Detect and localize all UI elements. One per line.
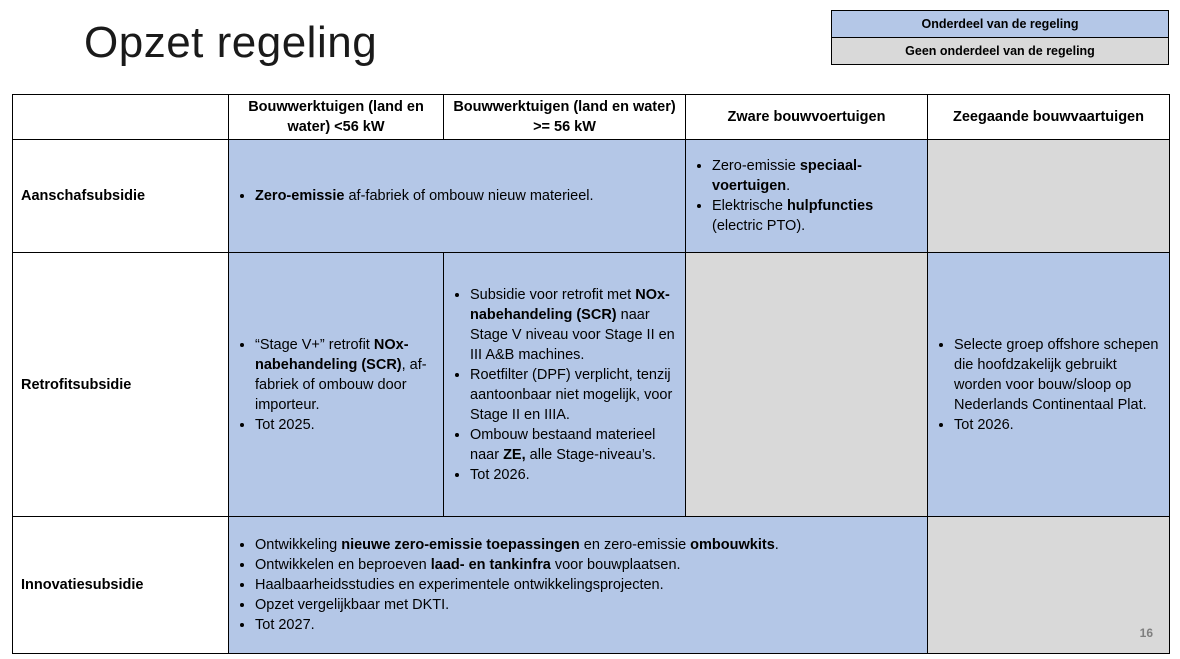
table-row bbox=[13, 517, 1170, 654]
table-header-row bbox=[13, 95, 1170, 140]
cell-innovatie bbox=[229, 517, 928, 654]
cell-innovatie-vaartuigen bbox=[928, 517, 1170, 654]
table-row bbox=[13, 253, 1170, 517]
legend-excluded: Geen onderdeel van de regeling bbox=[832, 38, 1169, 65]
list-item: • Opzet vergelijkbaar met DKTI. bbox=[255, 595, 919, 615]
header-zware-bouwvoertuigen: Zware bouwvoertuigen bbox=[686, 95, 928, 140]
cell-retrofit-voertuigen bbox=[686, 253, 928, 517]
list-item: • Elektrische hulpfuncties (electric PTO). bbox=[712, 196, 919, 236]
list-item: • Tot 2027. bbox=[255, 615, 919, 635]
header-bouwwerktuigen-groot: Bouwwerktuigen (land en water) >= 56 kW bbox=[444, 95, 686, 140]
list-item: • Zero-emissie speciaal-voertuigen. bbox=[712, 156, 919, 196]
table-row bbox=[13, 140, 1170, 253]
cell-aanschaf-vaartuigen bbox=[928, 140, 1170, 253]
cell-aanschaf-bouwwerktuigen bbox=[229, 140, 686, 253]
list-item: • Zero-emissie af-fabriek of ombouw nieuw materieel. bbox=[255, 186, 677, 206]
bullet-list bbox=[233, 535, 919, 635]
list-item: • Selecte groep offshore schepen die hoofdzakelijk gebruikt worden voor bouw/sloop op Nederlands Continentaal Plat. bbox=[954, 335, 1161, 415]
legend-included: Onderdeel van de regeling bbox=[832, 11, 1169, 38]
list-item: • Haalbaarheidsstudies en experimentele ontwikkelingsprojecten. bbox=[255, 575, 919, 595]
cell-retrofit-groot bbox=[444, 253, 686, 517]
regeling-table bbox=[12, 94, 1170, 654]
list-item: • Ombouw bestaand materieel naar ZE, alle Stage-niveau’s. bbox=[470, 425, 677, 465]
bullet-list bbox=[233, 186, 677, 206]
page-title: Opzet regeling bbox=[84, 18, 378, 67]
header-zeegaande-bouwvaartuigen: Zeegaande bouwvaartuigen bbox=[928, 95, 1170, 140]
list-item: • Subsidie voor retrofit met NOx-nabehandeling (SCR) naar Stage V niveau voor Stage II en III A&B machines. bbox=[470, 285, 677, 365]
list-item: • Ontwikkeling nieuwe zero-emissie toepassingen en zero-emissie ombouwkits. bbox=[255, 535, 919, 555]
bullet-list bbox=[233, 335, 435, 435]
bullet-list bbox=[932, 335, 1161, 435]
cell-retrofit-vaartuigen bbox=[928, 253, 1170, 517]
bullet-list bbox=[448, 285, 677, 485]
list-item: • Tot 2026. bbox=[954, 415, 1161, 435]
legend bbox=[831, 10, 1169, 65]
header-bouwwerktuigen-klein: Bouwwerktuigen (land en water) <56 kW bbox=[229, 95, 444, 140]
list-item: • “Stage V+” retrofit NOx-nabehandeling (SCR), af-fabriek of ombouw door importeur. bbox=[255, 335, 435, 415]
row-label-aanschaf: Aanschafsubsidie bbox=[13, 140, 229, 253]
list-item: • Tot 2026. bbox=[470, 465, 677, 485]
list-item: • Tot 2025. bbox=[255, 415, 435, 435]
header-empty bbox=[13, 95, 229, 140]
cell-aanschaf-voertuigen bbox=[686, 140, 928, 253]
list-item: • Roetfilter (DPF) verplicht, tenzij aantoonbaar niet mogelijk, voor Stage II en IIIA. bbox=[470, 365, 677, 425]
row-label-innovatie: Innovatiesubsidie bbox=[13, 517, 229, 654]
row-label-retrofit: Retrofitsubsidie bbox=[13, 253, 229, 517]
list-item: • Ontwikkelen en beproeven laad- en tankinfra voor bouwplaatsen. bbox=[255, 555, 919, 575]
cell-retrofit-klein bbox=[229, 253, 444, 517]
bullet-list bbox=[690, 156, 919, 236]
page-number: 16 bbox=[1139, 626, 1153, 640]
